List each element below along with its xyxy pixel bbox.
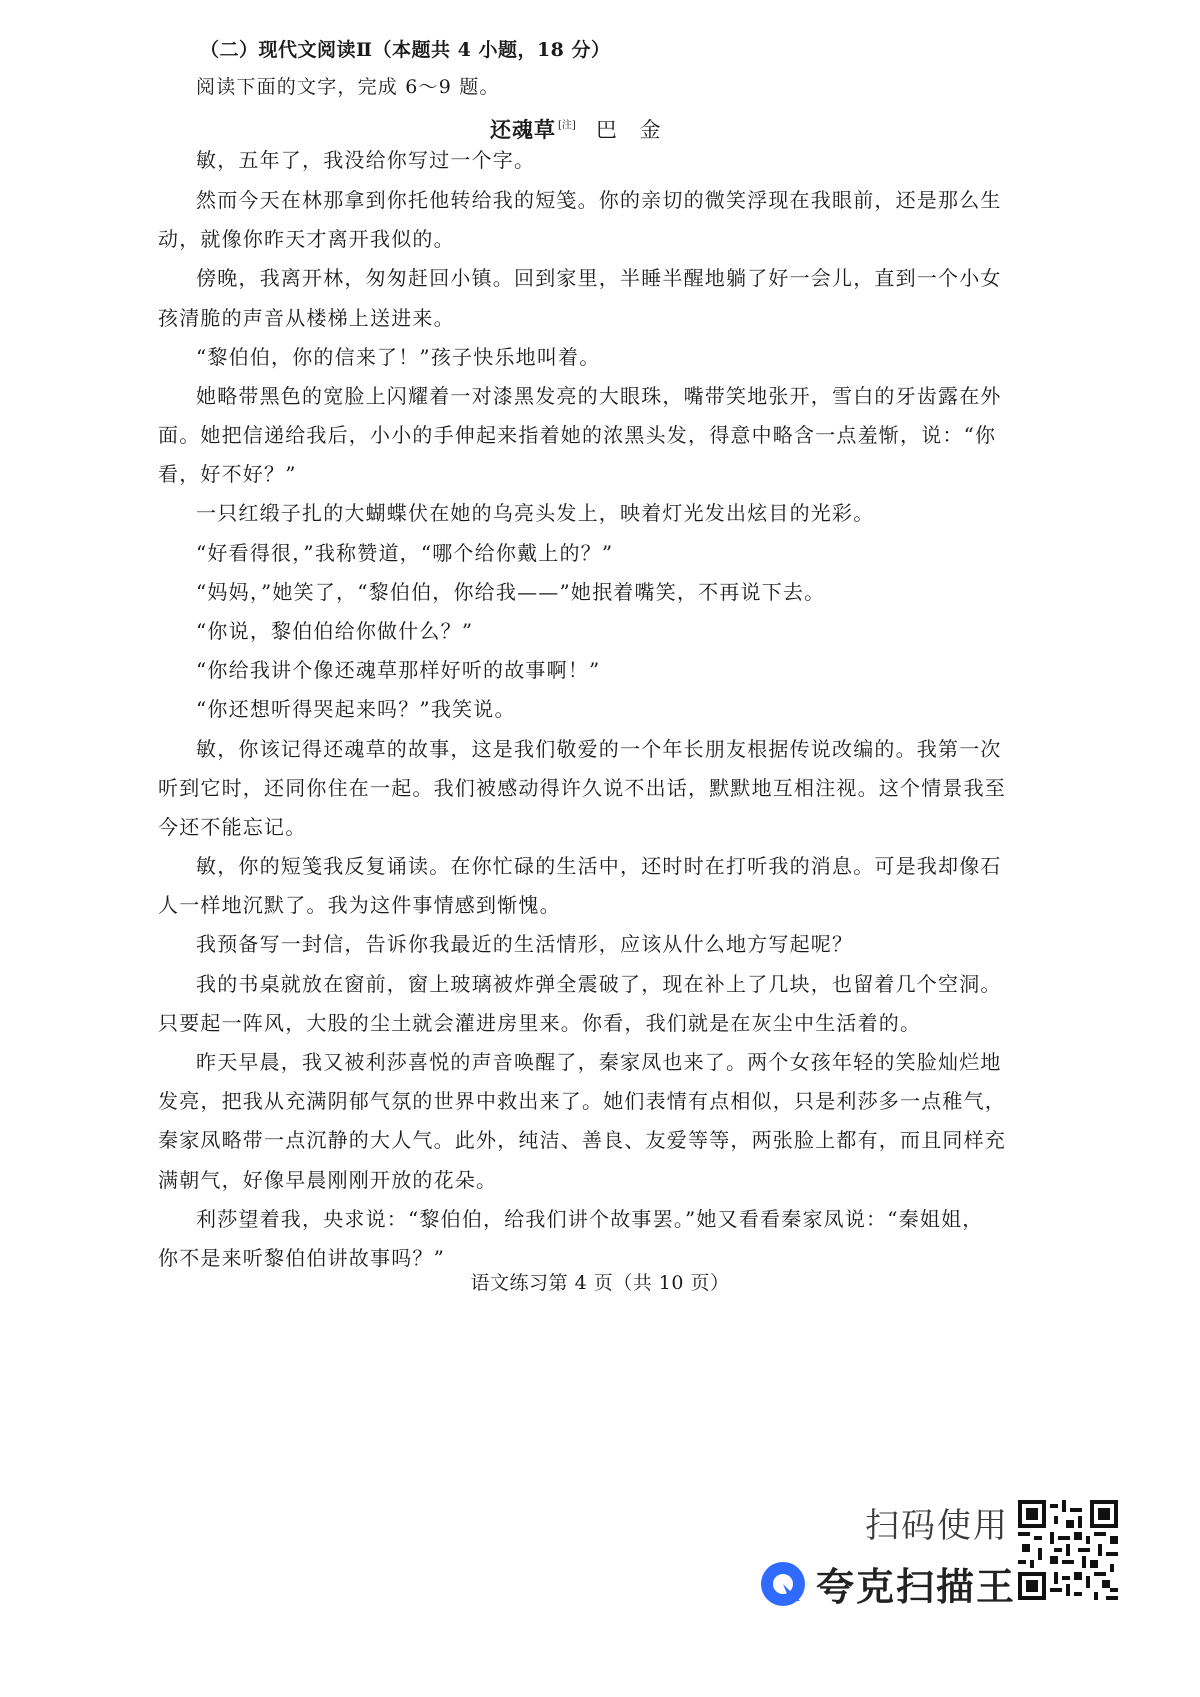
quark-logo-icon <box>760 1561 806 1607</box>
body-line: 她略带黑色的宽脸上闪耀着一对漆黑发亮的大眼珠，嘴带笑地张开，雪白的牙齿露在外 <box>196 384 1002 408</box>
body-line: 我预备写一封信，告诉你我最近的生活情形，应该从什么地方写起呢？ <box>196 932 854 956</box>
watermark-brand <box>760 1556 1016 1611</box>
body-line: 敏，你的短笺我反复诵读。在你忙碌的生活中，还时时在打听我的消息。可是我却像石 <box>196 854 1002 878</box>
scanner-watermark <box>760 1498 1180 1618</box>
watermark-scan-label: 扫码使用 <box>865 1506 1009 1546</box>
body-line: 看，好不好？” <box>158 462 297 486</box>
body-line: 昨天早晨，我又被利莎喜悦的声音唤醒了，秦家凤也来了。两个女孩年轻的笑脸灿烂地 <box>196 1050 1002 1074</box>
body-line: 动，就像你昨天才离开我似的。 <box>158 227 455 251</box>
watermark-brand-name: 夸克扫描王 <box>816 1565 1017 1609</box>
body-line: 秦家凤略带一点沉静的大人气。此外，纯洁、善良、友爱等等，两张脸上都有，而且同样充 <box>158 1128 1006 1152</box>
body-line: “黎伯伯，你的信来了！”孩子快乐地叫着。 <box>196 345 601 369</box>
body-line: 一只红缎子扎的大蝴蝶伏在她的乌亮头发上，映着灯光发出炫目的光彩。 <box>196 501 875 525</box>
article-title: 还魂草 <box>490 117 556 142</box>
article-author: 巴 金 <box>595 118 669 142</box>
body-line: 傍晚，我离开林，匆匆赶回小镇。回到家里，半睡半醒地躺了好一会儿，直到一个小女 <box>196 266 1002 290</box>
article-title-row <box>490 112 669 144</box>
body-line: 我的书桌就放在窗前，窗上玻璃被炸弹全震破了，现在补上了几块，也留着几个空洞。 <box>196 972 1002 996</box>
body-line: “你说，黎伯伯给你做什么？” <box>196 619 474 643</box>
body-line: “你还想听得哭起来吗？”我笑说。 <box>196 697 516 721</box>
body-line: 人一样地沉默了。我为这件事情感到惭愧。 <box>158 893 561 917</box>
body-line: 敏，你该记得还魂草的故事，这是我们敬爱的一个年长朋友根据传说改编的。我第一次 <box>196 737 1002 761</box>
body-line: 发亮，把我从充满阴郁气氛的世界中救出来了。她们表情有点相似，只是利莎多一点稚气， <box>158 1089 1006 1113</box>
section-header: （二）现代文阅读Ⅱ（本题共 4 小题，18 分） <box>200 39 611 61</box>
qr-code-icon[interactable] <box>1018 1500 1118 1600</box>
body-line: 你不是来听黎伯伯讲故事吗？” <box>158 1246 446 1270</box>
page-footer: 语文练习第 4 页（共 10 页） <box>470 1272 730 1294</box>
instruction-text: 阅读下面的文字，完成 6～9 题。 <box>196 76 500 98</box>
body-line: 然而今天在林那拿到你托他转给我的短笺。你的亲切的微笑浮现在我眼前，还是那么生 <box>196 188 1002 212</box>
body-line: 今还不能忘记。 <box>158 815 307 839</box>
body-line: “你给我讲个像还魂草那样好听的故事啊！” <box>196 658 601 682</box>
body-line: 敏，五年了，我没给你写过一个字。 <box>196 148 536 172</box>
body-line: “妈妈，”她笑了，“黎伯伯，你给我——”她抿着嘴笑，不再说下去。 <box>196 580 826 604</box>
body-line: 面。她把信递给我后，小小的手伸起来指着她的浓黑头发，得意中略含一点羞惭，说：“你 <box>158 423 997 447</box>
body-line: 听到它时，还同你住在一起。我们被感动得许久说不出话，默默地互相注视。这个情景我至 <box>158 776 1006 800</box>
body-line: 利莎望着我，央求说：“黎伯伯，给我们讲个故事罢。”她又看看秦家凤说：“秦姐姐， <box>196 1207 984 1231</box>
body-line: 只要起一阵风，大股的尘土就会灌进房里来。你看，我们就是在灰尘中生活着的。 <box>158 1011 922 1035</box>
body-line: 满朝气，好像早晨刚刚开放的花朵。 <box>158 1168 498 1192</box>
body-line: “好看得很，”我称赞道，“哪个给你戴上的？” <box>196 541 614 565</box>
body-line: 孩清脆的声音从楼梯上送进来。 <box>158 306 455 330</box>
title-footnote-mark: [注] <box>558 120 576 131</box>
